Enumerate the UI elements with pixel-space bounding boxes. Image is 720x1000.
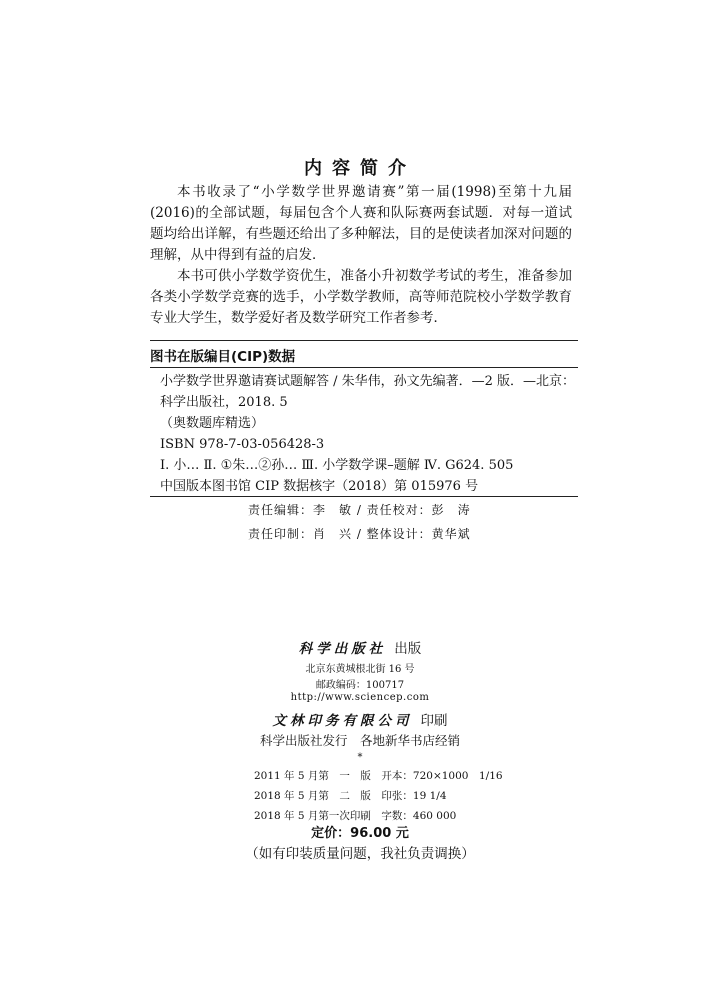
quality-notice: （如有印装质量问题，我社负责调换） [245,846,475,862]
cip-line: 小学数学世界邀请赛试题解答 / 朱华伟，孙文先编著．—2 版．—北京： [160,374,576,389]
publisher-website: http://www.sciencep.com [290,692,430,703]
cip-line: 科学出版社，2018. 5 [160,395,288,410]
edition-line: 2011 年 5 月第 一 版 开本：720×1000 1/16 [254,770,503,782]
ornament: * [357,752,363,763]
cip-header: 图书在版编目(CIP)数据 [150,349,296,365]
intro-body [150,182,572,329]
printer-line [0,709,720,729]
cip-header-rule [150,367,578,368]
staff-line-design: 责任印制：肖 兴 / 整体设计：黄华斌 [248,527,471,541]
cip-line: （奥数题库精选） [160,416,265,431]
cip-classification: Ⅰ. 小… Ⅱ. ①朱…②孙… Ⅲ. 小学数学课–题解 Ⅳ. G624. 505 [160,458,514,473]
publisher-name: 科学出版社 [298,641,387,657]
cip-body [150,371,578,497]
staff-line-editors: 责任编辑：李 敏 / 责任校对：彭 涛 [248,503,471,517]
publisher-action: 出版 [394,641,422,657]
edition-line: 2018 年 5 月第一次印刷 字数：460 000 [254,810,457,822]
publisher-address: 北京东黄城根北街 16 号 [305,664,415,675]
intro-paragraph: 本书可供小学数学资优生，准备小升初数学考试的考生，准备参加各类小学数学竞赛的选手，小学数学教师，高等师范院校小学数学教育专业大学生，数学爱好者及数学研究工作者参考． [150,268,572,326]
edition-line: 2018 年 5 月第 二 版 印张：19 1/4 [254,790,447,802]
cip-isbn: ISBN 978-7-03-056428-3 [160,437,325,452]
cip-top-rule [150,340,578,341]
publisher-postcode: 邮政编码：100717 [315,680,405,691]
publisher-line [0,637,720,657]
intro-paragraph: 本书收录了“小学数学世界邀请赛”第一届(1998)至第十九届(2016)的全部试题，每届包含个人赛和队际赛两套试题．对每一道试题均给出详解，有些题还给出了多种解法，目的是使读者加深对问题的理解，从中得到有益的启发． [150,184,572,263]
cip-bottom-rule [150,496,578,497]
price: 定价：96.00 元 [311,826,409,841]
distributor-line: 科学出版社发行 各地新华书店经销 [259,733,460,748]
printer-action: 印刷 [420,713,448,729]
printer-name: 文林印务有限公司 [272,713,413,729]
edition-info [254,766,503,826]
intro-title: 内容简介 [304,158,416,179]
cip-record-number: 中国版本图书馆 CIP 数据核字（2018）第 015976 号 [160,479,479,494]
